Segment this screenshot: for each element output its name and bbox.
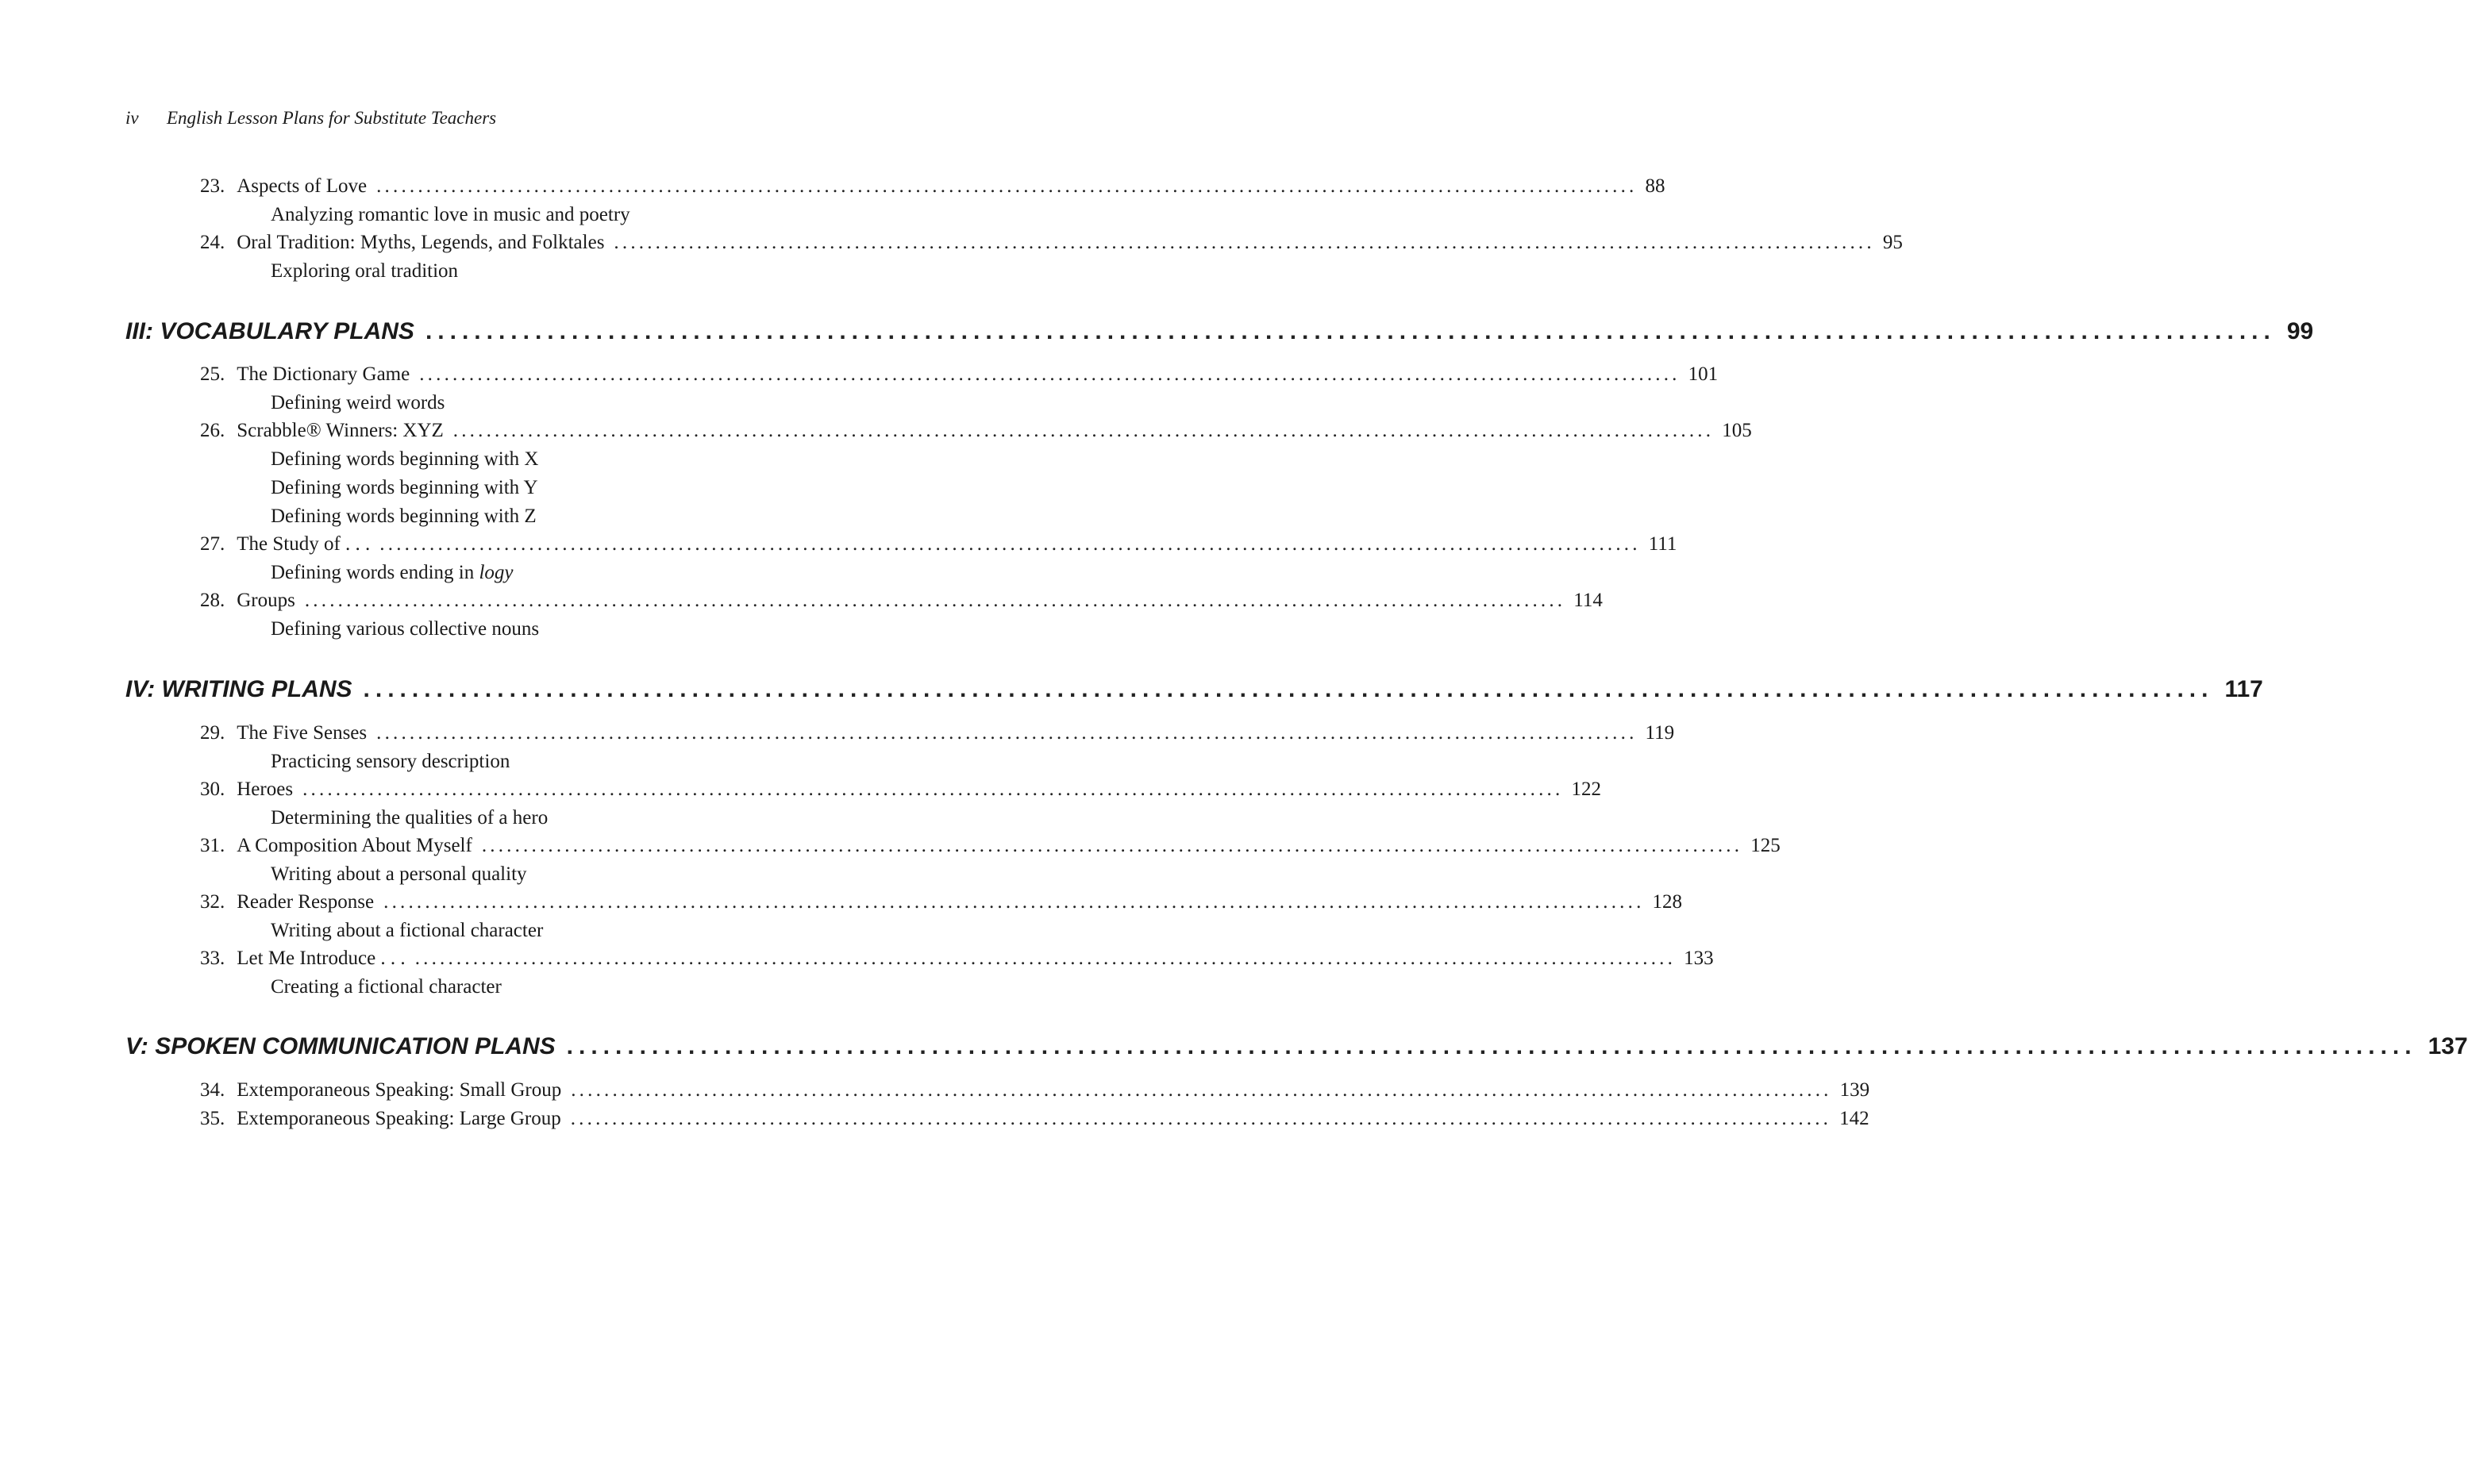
running-head — [125, 108, 496, 129]
entry-description: Practicing sensory description — [271, 751, 510, 772]
dot-leader: ........................................................................................................................................................ — [376, 722, 1638, 744]
entry-title: Extemporaneous Speaking: Large Group — [237, 1108, 561, 1129]
entry-page: 119 — [1645, 722, 1675, 744]
dot-leader: ........................................................................................................................................................ — [614, 232, 1875, 253]
entry-title: The Five Senses — [237, 722, 368, 744]
entry-title: Oral Tradition: Myths, Legends, and Folktales — [237, 232, 605, 253]
toc-entry-24[interactable] — [200, 232, 1903, 260]
entry-title: The Dictionary Game — [237, 363, 410, 385]
entry-title: A Composition About Myself — [237, 835, 472, 856]
entry-title: Groups — [237, 590, 295, 611]
entry-description: Defining words beginning with X — [271, 448, 539, 470]
entry-number: 27. — [200, 533, 225, 555]
toc-entry-34[interactable] — [200, 1079, 1870, 1108]
entry-title: Let Me Introduce . . . — [237, 948, 406, 969]
section-title: III: VOCABULARY PLANS — [125, 318, 414, 344]
entry-description: Defining various collective nouns — [271, 618, 540, 640]
section-heading-v[interactable] — [125, 1033, 2468, 1068]
dot-leader: ........................................................................................................................................................ — [383, 891, 1645, 913]
dot-leader: ........................................................................................................................................................ — [363, 676, 2214, 702]
dot-leader: ........................................................................................................................................................ — [376, 175, 1638, 197]
toc-entry-33[interactable] — [200, 948, 1714, 976]
entry-page: 88 — [1645, 175, 1665, 197]
entry-title: Scrabble® Winners: XYZ — [237, 420, 444, 441]
entry-page: 125 — [1750, 835, 1781, 856]
entry-title: Aspects of Love — [237, 175, 368, 197]
section-title: V: SPOKEN COMMUNICATION PLANS — [125, 1033, 556, 1059]
section-heading-iii[interactable] — [125, 318, 2314, 353]
entry-number: 26. — [200, 420, 225, 441]
toc-entry-35[interactable] — [200, 1108, 1869, 1136]
section-title: IV: WRITING PLANS — [125, 676, 352, 702]
dot-leader: ........................................................................................................................................................ — [379, 533, 1641, 555]
entry-description: Determining the qualities of a hero — [271, 807, 549, 829]
dot-leader: ........................................................................................................................................................ — [571, 1079, 1832, 1101]
entry-page: 122 — [1571, 779, 1601, 800]
entry-page: 111 — [1648, 533, 1677, 555]
dot-leader: ........................................................................................................................................................ — [304, 590, 1566, 611]
entry-page: 101 — [1688, 363, 1719, 385]
dot-leader: ........................................................................................................................................................ — [566, 1033, 2417, 1059]
entry-description: Writing about a fictional character — [271, 920, 544, 941]
entry-description: Creating a fictional character — [271, 976, 502, 998]
entry-description: Defining words beginning with Z — [271, 506, 537, 527]
entry-number: 30. — [200, 779, 225, 800]
entry-page: 133 — [1684, 948, 1714, 969]
toc-entry-32[interactable] — [200, 891, 1683, 920]
entry-page: 142 — [1839, 1108, 1869, 1129]
entry-description: Defining weird words — [271, 392, 445, 413]
dot-leader: ........................................................................................................................................................ — [452, 420, 1715, 441]
entry-number: 34. — [200, 1079, 225, 1101]
entry-number: 25. — [200, 363, 225, 385]
entry-page: 105 — [1722, 420, 1752, 441]
page-folio: iv — [125, 108, 139, 128]
dot-leader: ........................................................................................................................................................ — [414, 948, 1677, 969]
toc-entry-31[interactable] — [200, 835, 1781, 863]
book-title: English Lesson Plans for Substitute Teachers — [167, 108, 497, 128]
entry-description: Writing about a personal quality — [271, 863, 527, 885]
toc-entry-27[interactable] — [200, 533, 1677, 562]
entry-number: 33. — [200, 948, 225, 969]
entry-title: Extemporaneous Speaking: Small Group — [237, 1079, 562, 1101]
dot-leader: ........................................................................................................................................................ — [302, 779, 1564, 800]
section-page: 137 — [2428, 1033, 2468, 1059]
entry-number: 29. — [200, 722, 225, 744]
description-emphasis: logy — [479, 562, 514, 583]
entry-description — [271, 562, 514, 584]
entry-page: 139 — [1839, 1079, 1870, 1101]
toc-entry-26[interactable] — [200, 420, 1752, 448]
section-page: 99 — [2286, 318, 2314, 344]
entry-number: 32. — [200, 891, 225, 913]
entry-number: 28. — [200, 590, 225, 611]
toc-entry-30[interactable] — [200, 779, 1601, 807]
entry-description: Exploring oral tradition — [271, 260, 459, 282]
toc-entry-29[interactable] — [200, 722, 1675, 751]
toc-entry-25[interactable] — [200, 363, 1719, 392]
entry-description: Defining words beginning with Y — [271, 477, 538, 498]
toc-entry-28[interactable] — [200, 590, 1603, 618]
description-text: Defining words ending in — [271, 562, 479, 583]
entry-title: Heroes — [237, 779, 294, 800]
dot-leader: ........................................................................................................................................................ — [425, 318, 2276, 344]
entry-number: 31. — [200, 835, 225, 856]
entry-number: 35. — [200, 1108, 225, 1129]
dot-leader: ........................................................................................................................................................ — [419, 363, 1681, 385]
dot-leader: ........................................................................................................................................................ — [481, 835, 1743, 856]
section-page: 117 — [2224, 676, 2263, 702]
entry-description: Analyzing romantic love in music and poetry — [271, 204, 630, 225]
entry-page: 95 — [1882, 232, 1903, 253]
section-heading-iv[interactable] — [125, 676, 2263, 711]
entry-title: The Study of . . . — [237, 533, 371, 555]
entry-title: Reader Response — [237, 891, 375, 913]
dot-leader: ........................................................................................................................................................ — [570, 1108, 1832, 1129]
entry-number: 24. — [200, 232, 225, 253]
entry-page: 114 — [1573, 590, 1603, 611]
toc-entry-23[interactable] — [200, 175, 1665, 204]
entry-page: 128 — [1652, 891, 1683, 913]
entry-number: 23. — [200, 175, 225, 197]
